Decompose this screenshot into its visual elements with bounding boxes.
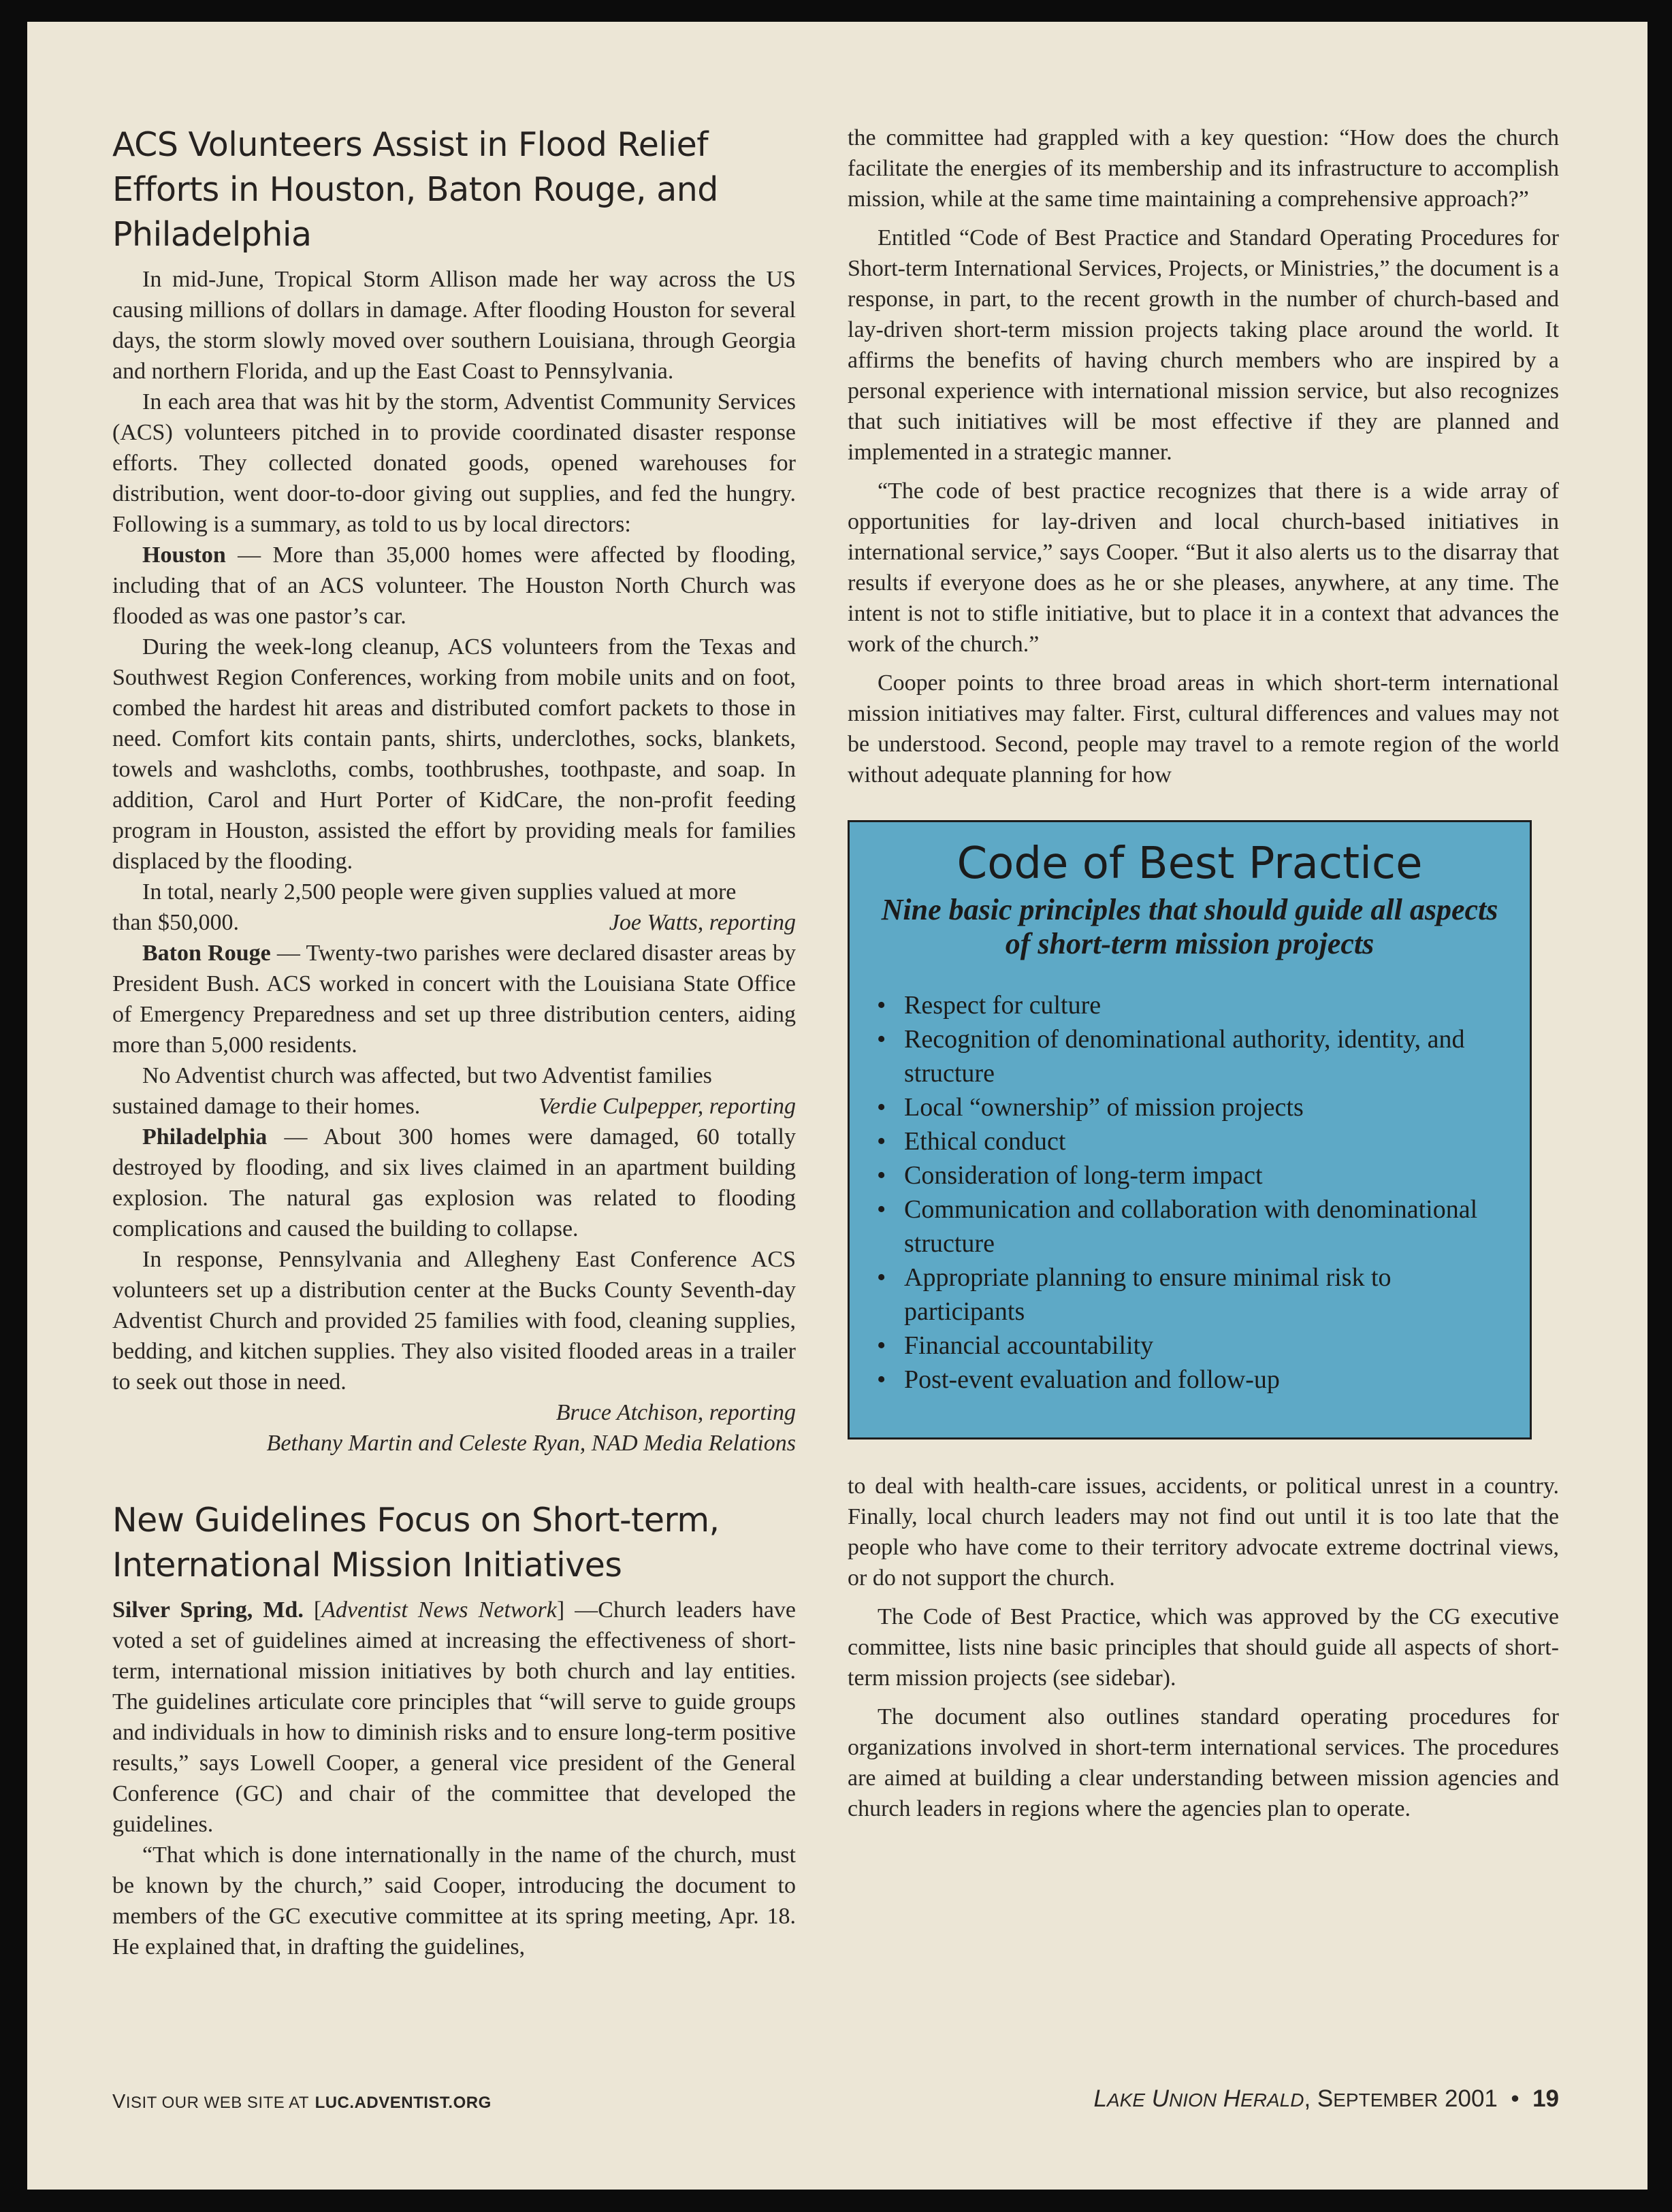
houston-label: Houston: [142, 542, 226, 568]
article2-paragraph: to deal with health-care issues, accidents, or political unrest in a country. Finally, local church leaders may not find out until it is too late that the people who have come to their territory advocate extreme doctrinal views, or do not support the church.: [848, 1474, 1559, 1591]
issue-footer: LAKE UNION HERALD, SEPTEMBER 2001 • 19: [1093, 2085, 1559, 2112]
issue-year: 2001: [1445, 2085, 1498, 2112]
right-column: [848, 123, 1559, 1824]
page-number: 19: [1532, 2085, 1559, 2112]
issue-month-part: EPTEMBER: [1333, 2089, 1438, 2111]
article2-paragraph: “The code of best practice recognizes that there is a wide array of opportunities for lay-driven and local church-based initiatives in international service,” says Cooper. “But it also alerts us to the disarray that results if everyone does as he or she pleases, anywhere, at any time. The intent is not to stifle initiative, but to place it in a context that advances the work of the church.”: [848, 478, 1559, 657]
philadelphia-text: — About 300 homes were damaged, 60 totally destroyed by flooding, and six lives claimed in an apartment building explosion. The natural gas explosion was related to flooding complications and caused the building to collapse.: [112, 1124, 796, 1241]
news-source: Adventist News Network: [321, 1597, 557, 1623]
article2-paragraph: Cooper points to three broad areas in which short-term international mission initiatives may falter. First, cultural differences and values may not be understood. Second, people may travel to a remote region of the world without adequate planning for how: [848, 670, 1559, 787]
total-paragraph-end: than $50,000.: [112, 910, 240, 935]
philadelphia-label: Philadelphia: [142, 1124, 268, 1150]
website-link[interactable]: LUC.ADVENTIST.ORG: [315, 2094, 492, 2112]
article1-paragraph: In mid-June, Tropical Storm Allison made her way across the US causing millions of dollars in damage. After flooding Houston for several days, the storm slowly moved over southern Louisiana, through Georgia and northern Florida, and up the East Coast to Pennsylvania.: [112, 267, 796, 384]
article2-paragraph: the committee had grappled with a key question: “How does the church facilitate the energies of its membership and its infrastructure to accomplish mission, while at the same time maintaining a comprehensive approach?”: [848, 125, 1559, 212]
article2-paragraph: “That which is done internationally in the name of the church, must be known by the church,” said Cooper, introducing the document to members of the GC executive committee at its spring meeting, Apr. 18. He explained that, in drafting the guidelines,: [112, 1842, 796, 1959]
list-item: • Communication and collaboration with denominational structure: [870, 1192, 1509, 1260]
bullet-separator: •: [1511, 2085, 1520, 2112]
reporter-credit: Verdie Culpepper, reporting: [538, 1094, 796, 1119]
left-column: [112, 123, 796, 1962]
source-bracket-open: [: [303, 1597, 322, 1623]
culpepper-credit-line: [112, 1091, 796, 1122]
magazine-name: [1094, 2085, 1304, 2112]
list-item: • Recognition of denominational authority, identity, and structure: [870, 1022, 1509, 1090]
list-item: • Local “ownership” of mission projects: [870, 1090, 1509, 1124]
issue-month: [1317, 2085, 1438, 2112]
baton-rouge-label: Baton Rouge: [142, 941, 271, 966]
article1-paragraph: In response, Pennsylvania and Allegheny East Conference ACS volunteers set up a distribution center at the Bucks County Seventh-day Adventist Church and provided 25 families with food, cleaning supplies, bedding, and kitchen supplies. They also visited flooded areas in a trailer to seek out those in need.: [112, 1247, 796, 1395]
magazine-page: [27, 22, 1647, 2190]
total-credit-line: [112, 907, 796, 938]
list-item: • Respect for culture: [870, 988, 1509, 1022]
source-bracket-close: ] —: [556, 1597, 598, 1623]
list-item: • Ethical conduct: [870, 1124, 1509, 1158]
list-item: • Appropriate planning to ensure minimal risk to participants: [870, 1260, 1509, 1329]
reporter-credit: Joe Watts, reporting: [609, 910, 796, 935]
article2-lead-paragraph: [112, 1595, 796, 1840]
reporter-credit: Bruce Atchison, reporting: [556, 1400, 796, 1425]
total-paragraph: In total, nearly 2,500 people were given supplies valued at more: [142, 879, 737, 905]
list-item: • Financial accountability: [870, 1329, 1509, 1363]
article2-paragraph: The document also outlines standard operating procedures for organizations involved in short-term international services. The procedures are aimed at building a clear understanding between mission agencies and church leaders in regions where the agencies plan to operate.: [848, 1704, 1559, 1821]
article1-headline: ACS Volunteers Assist in Flood Relief Efforts in Houston, Baton Rouge, and Philadelphia: [112, 125, 718, 254]
sidebar-subtitle: Nine basic principles that should guide all aspects of short-term mission projects: [881, 893, 1498, 960]
issue-month-part: S: [1317, 2085, 1334, 2112]
list-item: • Consideration of long-term impact: [870, 1158, 1509, 1192]
magazine-name-part: U: [1151, 2085, 1170, 2112]
website-footer: [112, 2091, 492, 2113]
principles-list: [870, 988, 1509, 1397]
code-of-best-practice-sidebar: [848, 820, 1532, 1440]
lead-text: Church leaders have voted a set of guidelines aimed at increasing the effectiveness of short-term, international mission initiatives by both church and lay entities. The guidelines articulate core principles that “will serve to guide groups and individuals in how to diminish risks and to ensure long-term positive results,” says Lowell Cooper, a general vice president of the General Conference (GC) and chair of the committee that developed the guidelines.: [112, 1597, 797, 1837]
dateline: Silver Spring, Md.: [112, 1597, 304, 1623]
baton-rouge-text: — Twenty-two parishes were declared disaster areas by President Bush. ACS worked in concert with the Louisiana State Office of Emergency Preparedness and set up three distribution centers, aiding more than 5,000 residents.: [112, 941, 797, 1058]
magazine-name-part: L: [1093, 2085, 1107, 2112]
houston-paragraph: [112, 540, 796, 632]
no-adventist-paragraph-end: sustained damage to their homes.: [112, 1094, 421, 1119]
magazine-name-part: NION: [1169, 2089, 1217, 2111]
baton-rouge-paragraph: [112, 938, 796, 1060]
no-adventist-paragraph: No Adventist church was affected, but two Adventist families: [142, 1063, 712, 1088]
magazine-name-part: H: [1223, 2085, 1241, 2112]
philadelphia-paragraph: [112, 1122, 796, 1244]
magazine-name-part: AKE: [1107, 2089, 1146, 2111]
article1-paragraph: During the week-long cleanup, ACS volunteers from the Texas and Southwest Region Conferences, working from mobile units and on foot, combed the hardest hit areas and distributed comfort packets to those in need. Comfort kits contain pants, shirts, underclothes, socks, blankets, towels and washcloths, combs, toothbrushes, toothpaste, and soap. In addition, Carol and Hurt Porter of KidCare, the non-profit feeding program in Houston, assisted the effort by providing meals for families displaced by the flooding.: [112, 634, 796, 874]
visit-initial: V: [112, 2091, 126, 2113]
article2-headline: New Guidelines Focus on Short-term, International Mission Initiatives: [112, 1501, 720, 1584]
list-item: • Post-event evaluation and follow-up: [870, 1363, 1509, 1397]
article1-paragraph: In each area that was hit by the storm, Adventist Community Services (ACS) volunteers pitched in to provide coordinated disaster response efforts. They collected donated goods, opened warehouses for distribution, went door-to-door giving out supplies, and fed the hungry. Following is a summary, as told to us by local directors:: [112, 389, 796, 537]
visit-text: ISIT OUR WEB SITE AT: [125, 2094, 309, 2112]
magazine-name-part: ERALD: [1240, 2089, 1304, 2111]
sidebar-title: Code of Best Practice: [956, 839, 1423, 889]
media-relations-credit: Bethany Martin and Celeste Ryan, NAD Media Relations: [266, 1431, 796, 1456]
article2-paragraph: The Code of Best Practice, which was approved by the CG executive committee, lists nine basic principles that should guide all aspects of short-term mission projects (see sidebar).: [848, 1604, 1559, 1691]
houston-text: — More than 35,000 homes were affected by flooding, including that of an ACS volunteer. The Houston North Church was flooded as was one pastor’s car.: [112, 542, 796, 629]
article2-paragraph: Entitled “Code of Best Practice and Standard Operating Procedures for Short-term International Services, Projects, or Ministries,” the document is a response, in part, to the recent growth in the number of church-based and lay-driven short-term mission projects taking place around the world. It affirms the benefits of having church members who are inspired by a personal experience with international mission service, but also recognizes that such initiatives will be most effective if they are planned and implemented in a strategic manner.: [848, 225, 1559, 465]
